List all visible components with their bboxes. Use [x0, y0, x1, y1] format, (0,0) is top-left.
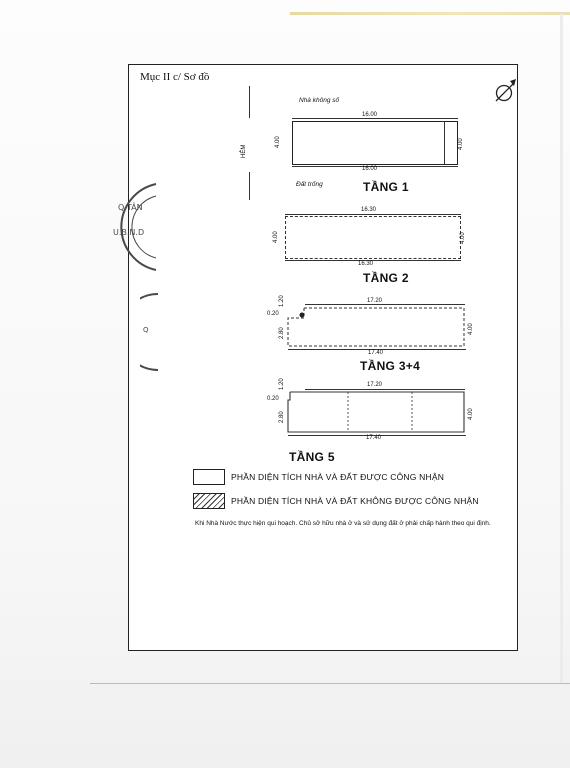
- floor2-top-dim-line: [285, 214, 461, 215]
- floor2-bottom-length: 16.30: [358, 261, 374, 267]
- alley-boundary-line: [249, 172, 250, 200]
- floor5-title: TẦNG 5: [289, 450, 335, 464]
- floor3-outline: [284, 300, 468, 350]
- floor5-right-width: 4.00: [468, 408, 474, 420]
- floor3-bottom-length: 17.40: [368, 350, 384, 356]
- floor5-left-top: 1.20: [279, 378, 285, 390]
- legend-not-recognized-label: PHẦN DIỆN TÍCH NHÀ VÀ ĐẤT KHÔNG ĐƯỢC CÔNG NHẬN: [231, 496, 479, 506]
- floor2-right-width: 4.00: [460, 232, 466, 244]
- alley-label: HẺM: [241, 144, 247, 158]
- floor3-left-bottom: 2.80: [279, 327, 285, 339]
- floor3-left-offset: 0.20: [267, 311, 279, 317]
- floor1-title: TẦNG 1: [363, 180, 409, 194]
- floor1-left-width: 4.00: [275, 136, 281, 148]
- floor5-outline: [284, 386, 468, 436]
- legend-not-recognized-swatch: [193, 493, 225, 509]
- floor3-title: TẦNG 3+4: [360, 359, 421, 373]
- legend-recognized-label: PHẦN DIỆN TÍCH NHÀ VÀ ĐẤT ĐƯỢC CÔNG NHẬN: [231, 472, 445, 482]
- floor5-left-offset: 0.20: [267, 396, 279, 402]
- floor2-outline: [285, 216, 461, 259]
- floor2-title: TẦNG 2: [363, 271, 409, 285]
- floor5-left-bottom: 2.80: [279, 411, 285, 423]
- svg-text:Q: Q: [143, 326, 149, 334]
- alley-boundary-line: [249, 86, 250, 118]
- compass-north-icon: [492, 78, 520, 104]
- svg-text:U.B.N.D: U.B.N.D: [113, 228, 145, 237]
- floor1-right-width: 4.00: [458, 138, 464, 150]
- floor5-top-length: 17.20: [367, 382, 383, 388]
- bottom-rule: [90, 683, 570, 684]
- paper-edge-right: [560, 14, 563, 684]
- official-stamp-1: [108, 180, 158, 275]
- floor1-inner-line: [444, 121, 445, 164]
- legend-recognized-swatch: [193, 469, 225, 485]
- floor1-top-length: 16.00: [362, 112, 378, 118]
- floor2-left-width: 4.00: [273, 231, 279, 243]
- floor3-left-top: 1.20: [279, 295, 285, 307]
- empty-lot-label: Đất trống: [296, 181, 323, 188]
- neighbor-label: Nhà không số: [299, 97, 340, 104]
- floor3-right-width: 4.00: [468, 323, 474, 335]
- floor5-bottom-length: 17.40: [366, 435, 382, 441]
- floor2-top-length: 16.30: [361, 207, 377, 213]
- section-title: Mục II c/ Sơ đồ: [140, 71, 210, 83]
- floor1-bottom-length: 16.00: [362, 166, 378, 172]
- floor3-top-length: 17.20: [367, 298, 383, 304]
- planning-note: Khi Nhà Nước thực hiện qui hoạch. Chủ sở hữu nhà ở và sử dụng đất ở phải chấp hành theo qui định.: [195, 520, 491, 527]
- svg-text:Q.TÂN: Q.TÂN: [118, 203, 143, 212]
- floor1-outline: [292, 121, 458, 165]
- official-stamp-2: [140, 292, 160, 372]
- floor1-top-dim-line: [292, 118, 458, 119]
- paper-edge: [290, 12, 570, 15]
